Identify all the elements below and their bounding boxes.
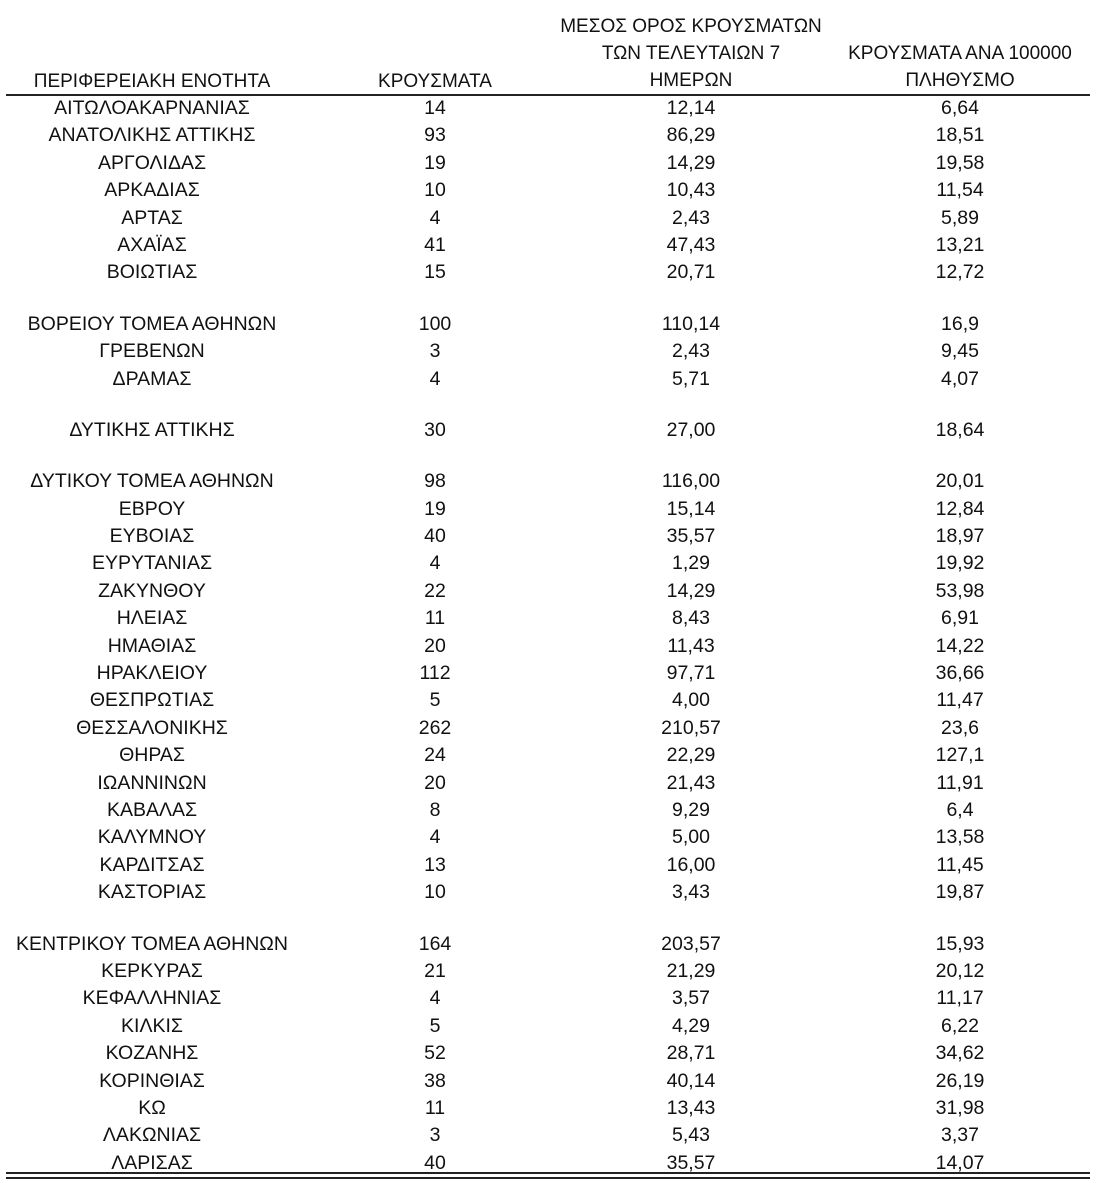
average-cell: 203,57 [661, 932, 721, 955]
per-100k-cell: 19,92 [935, 552, 985, 575]
region-cell: ΛΑΚΩΝΙΑΣ [102, 1124, 202, 1147]
region-cell: ΚΑΡΔΙΤΣΑΣ [99, 853, 205, 876]
header-line: ΚΡΟΥΣΜΑΤΑ [378, 71, 492, 92]
average-cell: 110,14 [661, 312, 721, 335]
table-row [0, 366, 1099, 393]
cases-cell: 24 [424, 744, 446, 767]
cases-cell: 5 [429, 1014, 441, 1037]
average-cell: 3,43 [672, 881, 710, 904]
region-cell: ΑΧΑΪΑΣ [117, 233, 187, 256]
average-cell: 4,29 [672, 1014, 710, 1037]
per-100k-cell: 18,51 [935, 124, 985, 147]
per-100k-cell: 20,12 [935, 959, 985, 982]
cases-cell: 14 [424, 97, 446, 119]
per-100k-cell: 34,62 [935, 1042, 985, 1065]
per-100k-cell: 18,97 [935, 525, 985, 548]
cases-cell: 4 [429, 987, 441, 1010]
per-100k-cell: 11,17 [936, 987, 984, 1010]
per-100k-cell: 6,4 [946, 798, 974, 821]
per-100k-cell: 36,66 [935, 662, 985, 685]
per-100k-cell: 53,98 [935, 579, 985, 602]
average-cell: 20,71 [666, 261, 716, 284]
cases-cell: 4 [429, 826, 441, 849]
table-row [0, 205, 1099, 232]
table-row [0, 95, 1099, 122]
average-cell: 15,14 [666, 497, 716, 520]
per-100k-cell: 14,22 [935, 634, 985, 657]
cases-cell: 21 [424, 959, 446, 982]
average-cell: 9,29 [672, 798, 710, 821]
table-row [0, 879, 1099, 906]
per-100k-cell: 5,89 [941, 206, 979, 229]
cases-cell: 5 [429, 689, 441, 712]
per-100k-cell: 12,72 [935, 261, 985, 284]
header-line: ΜΕΣΟΣ ΟΡΟΣ ΚΡΟΥΣΜΑΤΩΝ [560, 16, 822, 37]
average-cell: 86,29 [666, 124, 716, 147]
average-cell: 35,57 [666, 525, 716, 548]
region-cell: ΑΝΑΤΟΛΙΚΗΣ ΑΤΤΙΚΗΣ [48, 124, 256, 147]
average-cell: 10,43 [666, 179, 716, 202]
per-100k-cell: 31,98 [935, 1096, 985, 1119]
per-100k-cell: 19,58 [935, 151, 985, 174]
header-cases-per-100k [820, 40, 1099, 94]
region-cell: ΑΡΤΑΣ [121, 206, 183, 229]
region-cell: ΗΜΑΘΙΑΣ [107, 634, 197, 657]
table-row [0, 1068, 1099, 1095]
table-row [0, 550, 1099, 577]
per-100k-cell: 20,01 [935, 470, 985, 493]
table-row [0, 311, 1099, 338]
per-100k-cell: 16,9 [941, 312, 979, 335]
table-row [0, 468, 1099, 495]
average-cell: 14,29 [666, 151, 716, 174]
per-100k-cell: 14,07 [935, 1151, 985, 1174]
table-row [0, 338, 1099, 365]
region-cell: ΗΛΕΙΑΣ [116, 607, 188, 630]
per-100k-cell: 4,07 [941, 367, 979, 390]
region-cell: ΒΟΡΕΙΟΥ ΤΟΜΕΑ ΑΘΗΝΩΝ [27, 312, 277, 335]
region-cell: ΚΟΖΑΝΗΣ [105, 1042, 199, 1065]
table-header [0, 0, 1099, 96]
per-100k-cell: 18,64 [935, 418, 985, 441]
cases-cell: 11 [424, 607, 446, 630]
per-100k-cell: 9,45 [941, 340, 979, 363]
per-100k-cell: 127,1 [935, 744, 985, 767]
header-line: ΤΩΝ ΤΕΛΕΥΤΑΙΩΝ 7 [601, 43, 781, 64]
table-row [0, 931, 1099, 958]
cases-cell: 19 [424, 151, 446, 174]
per-100k-cell: 6,64 [941, 97, 979, 119]
per-100k-cell: 13,58 [935, 826, 985, 849]
header-region [6, 68, 298, 95]
cases-cell: 19 [424, 497, 446, 520]
table-row [0, 1095, 1099, 1122]
table-row [0, 177, 1099, 204]
table-row [0, 687, 1099, 714]
table-row [0, 715, 1099, 742]
header-7day-average [556, 13, 826, 94]
per-100k-cell: 3,37 [941, 1124, 979, 1147]
average-cell: 47,43 [666, 233, 716, 256]
region-cell: ΚΩ [138, 1096, 166, 1119]
region-cell: ΑΡΓΟΛΙΔΑΣ [97, 151, 207, 174]
cases-cell: 98 [424, 470, 446, 493]
per-100k-cell: 11,91 [936, 771, 984, 794]
table-row [0, 852, 1099, 879]
average-cell: 13,43 [666, 1096, 716, 1119]
average-cell: 35,57 [666, 1151, 716, 1174]
region-cell: ΖΑΚΥΝΘΟΥ [98, 579, 206, 602]
average-cell: 27,00 [666, 418, 716, 441]
table-row [0, 232, 1099, 259]
average-cell: 22,29 [666, 744, 716, 767]
per-100k-cell: 11,45 [936, 853, 984, 876]
per-100k-cell: 19,87 [935, 881, 985, 904]
table-body [0, 95, 1099, 1177]
average-cell: 14,29 [666, 579, 716, 602]
region-cell: ΚΙΛΚΙΣ [121, 1014, 183, 1037]
average-cell: 8,43 [672, 607, 710, 630]
cases-cell: 93 [424, 124, 446, 147]
table-row [0, 1040, 1099, 1067]
region-cell: ΚΑΣΤΟΡΙΑΣ [97, 881, 207, 904]
table-row [0, 417, 1099, 444]
per-100k-cell: 11,54 [936, 179, 984, 202]
average-cell: 2,43 [672, 340, 710, 363]
header-line: ΗΜΕΡΩΝ [649, 70, 733, 91]
per-100k-cell: 12,84 [935, 497, 985, 520]
average-cell: 97,71 [666, 662, 716, 685]
bottom-double-rule [6, 1172, 1090, 1179]
region-cell: ΚΕΦΑΛΛΗΝΙΑΣ [82, 987, 222, 1010]
average-cell: 28,71 [666, 1042, 716, 1065]
cases-cell: 3 [429, 1124, 441, 1147]
header-line: ΚΡΟΥΣΜΑΤΑ ΑΝΑ 100000 [848, 43, 1072, 64]
per-100k-cell: 23,6 [941, 716, 979, 739]
region-cell: ΚΑΒΑΛΑΣ [106, 798, 198, 821]
cases-cell: 20 [424, 771, 446, 794]
region-cell: ΚΑΛΥΜΝΟΥ [97, 826, 207, 849]
per-100k-cell: 13,21 [935, 233, 985, 256]
cases-cell: 40 [424, 525, 446, 548]
average-cell: 4,00 [672, 689, 710, 712]
table-row [0, 985, 1099, 1012]
table-row [0, 122, 1099, 149]
table-row [0, 259, 1099, 286]
per-100k-cell: 6,22 [941, 1014, 979, 1037]
cases-cell: 40 [424, 1151, 446, 1174]
per-100k-cell: 26,19 [935, 1069, 985, 1092]
region-cell: ΚΟΡΙΝΘΙΑΣ [99, 1069, 205, 1092]
header-line: ΠΛΗΘΥΣΜΟ [905, 70, 1015, 91]
table-row [0, 578, 1099, 605]
average-cell: 12,14 [666, 97, 716, 119]
region-cell: ΕΒΡΟΥ [118, 497, 186, 520]
average-cell: 21,43 [666, 771, 716, 794]
table-row [0, 660, 1099, 687]
cases-cell: 13 [424, 853, 446, 876]
table-row [0, 742, 1099, 769]
average-cell: 1,29 [672, 552, 710, 575]
per-100k-cell: 6,91 [941, 607, 979, 630]
region-cell: ΘΕΣΠΡΩΤΙΑΣ [89, 689, 215, 712]
region-cell: ΔΥΤΙΚΗΣ ΑΤΤΙΚΗΣ [69, 418, 235, 441]
table-row [0, 496, 1099, 523]
cases-cell: 4 [429, 367, 441, 390]
cases-cell: 4 [429, 552, 441, 575]
region-cell: ΘΕΣΣΑΛΟΝΙΚΗΣ [76, 716, 228, 739]
cases-cell: 52 [424, 1042, 446, 1065]
region-cell: ΚΕΝΤΡΙΚΟΥ ΤΟΜΕΑ ΑΘΗΝΩΝ [16, 932, 288, 955]
cases-cell: 8 [429, 798, 441, 821]
region-cell: ΔΥΤΙΚΟΥ ΤΟΜΕΑ ΑΘΗΝΩΝ [30, 470, 274, 493]
region-cell: ΓΡΕΒΕΝΩΝ [99, 340, 205, 363]
average-cell: 2,43 [672, 206, 710, 229]
per-100k-cell: 11,47 [936, 689, 984, 712]
region-cell: ΙΩΑΝΝΙΝΩΝ [97, 771, 207, 794]
region-cell: ΛΑΡΙΣΑΣ [111, 1151, 193, 1174]
table-row [0, 523, 1099, 550]
cases-cell: 30 [424, 418, 446, 441]
table-row [0, 797, 1099, 824]
region-cell: ΕΥΒΟΙΑΣ [109, 525, 195, 548]
average-cell: 116,00 [661, 470, 721, 493]
per-100k-cell: 15,93 [935, 932, 985, 955]
region-cell: ΑΡΚΑΔΙΑΣ [104, 179, 200, 202]
table-row [0, 150, 1099, 177]
cases-cell: 112 [419, 662, 451, 685]
average-cell: 210,57 [661, 716, 721, 739]
cases-cell: 22 [424, 579, 446, 602]
cases-cell: 10 [424, 881, 446, 904]
region-cell: ΑΙΤΩΛΟΑΚΑΡΝΑΝΙΑΣ [54, 97, 250, 119]
header-line: ΠΕΡΙΦΕΡΕΙΑΚΗ ΕΝΟΤΗΤΑ [33, 71, 271, 92]
average-cell: 21,29 [666, 959, 716, 982]
table-row [0, 1013, 1099, 1040]
cases-cell: 41 [424, 233, 446, 256]
cases-cell: 20 [424, 634, 446, 657]
cases-cell: 11 [424, 1096, 446, 1119]
average-cell: 3,57 [672, 987, 710, 1010]
region-cell: ΗΡΑΚΛΕΙΟΥ [96, 662, 208, 685]
cases-cell: 262 [418, 716, 452, 739]
region-cell: ΚΕΡΚΥΡΑΣ [101, 959, 203, 982]
average-cell: 40,14 [666, 1069, 716, 1092]
cases-cell: 100 [418, 312, 452, 335]
header-cases [355, 68, 515, 95]
table-row [0, 958, 1099, 985]
cases-cell: 15 [424, 261, 446, 284]
cases-cell: 4 [429, 206, 441, 229]
average-cell: 16,00 [666, 853, 716, 876]
region-cell: ΕΥΡΥΤΑΝΙΑΣ [91, 552, 213, 575]
cases-cell: 38 [424, 1069, 446, 1092]
average-cell: 5,00 [672, 826, 710, 849]
table-row [0, 824, 1099, 851]
region-cell: ΒΟΙΩΤΙΑΣ [106, 261, 198, 284]
cases-cell: 10 [424, 179, 446, 202]
table-row [0, 1122, 1099, 1149]
table-row [0, 770, 1099, 797]
table-row [0, 605, 1099, 632]
region-cell: ΘΗΡΑΣ [119, 744, 185, 767]
region-cell: ΔΡΑΜΑΣ [112, 367, 192, 390]
average-cell: 5,43 [672, 1124, 710, 1147]
cases-cell: 3 [429, 340, 441, 363]
table-row [0, 633, 1099, 660]
cases-cell: 164 [418, 932, 452, 955]
average-cell: 11,43 [667, 634, 715, 657]
average-cell: 5,71 [672, 367, 710, 390]
